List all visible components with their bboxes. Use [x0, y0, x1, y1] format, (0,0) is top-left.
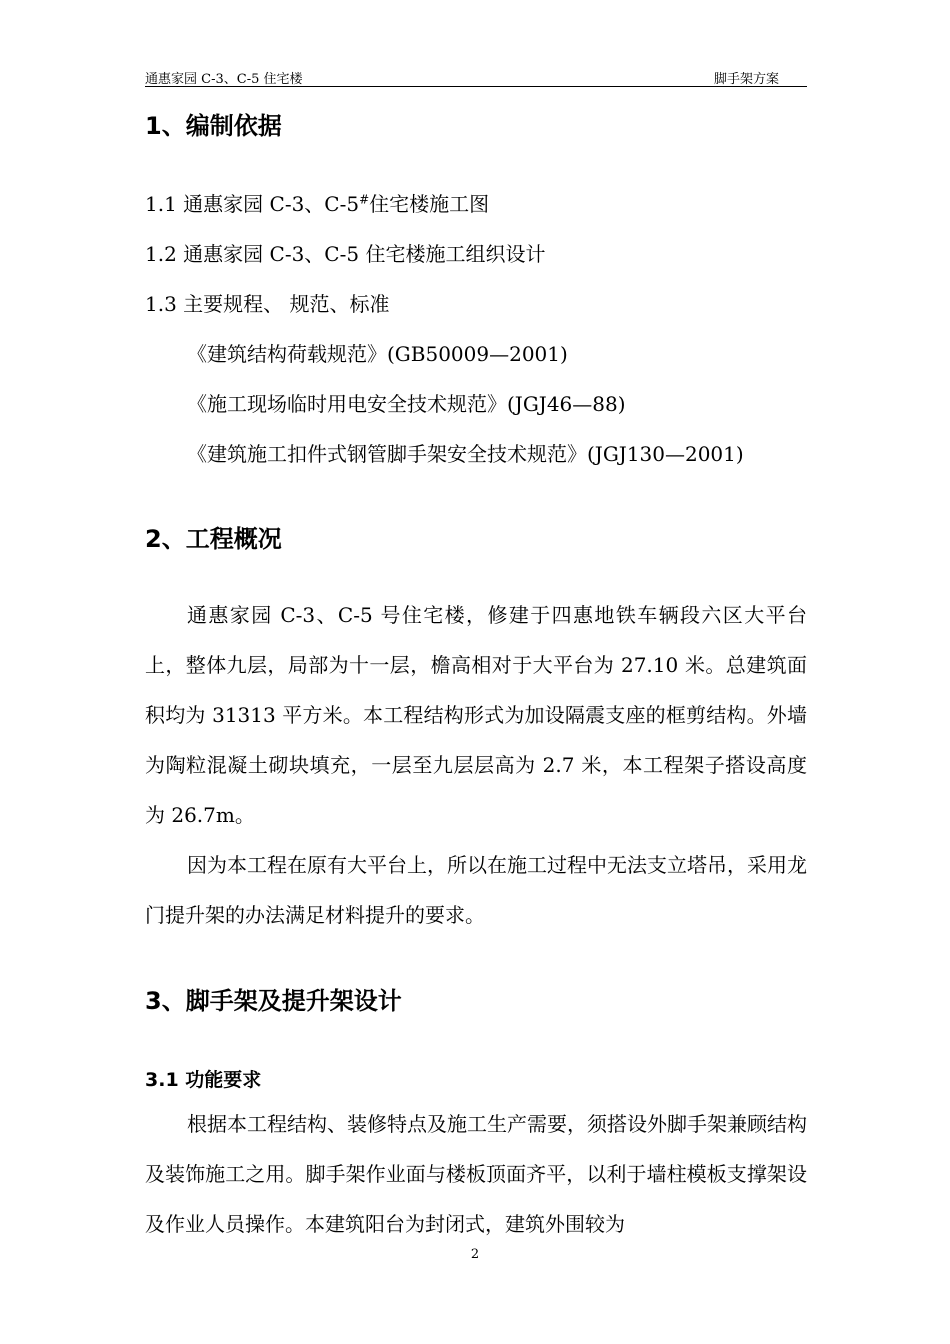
section2-paragraph-1: 通惠家园 C-3、C-5 号住宅楼，修建于四惠地铁车辆段六区大平台上，整体九层，局部为十一层，檐高相对于大平台为 27.10 米。总建筑面积均为 31313 平方米。本工程结构形式为加设隔震支座的框剪结构。外墙为陶粒混凝土砌块填充，一层至九层层高为 2.7 米，本工程架子搭设高度为 26.7m。: [145, 603, 807, 827]
standard-1: 《建筑结构荷载规范》(GB50009—2001): [187, 342, 568, 366]
page-number: 2: [470, 1247, 480, 1262]
section1-item1-sup: #: [359, 192, 370, 207]
section1-title: 1、编制依据: [145, 112, 282, 140]
section1-item1-post: 住宅楼施工图: [369, 192, 490, 216]
section3-paragraph-1: 根据本工程结构、装修特点及施工生产需要，须搭设外脚手架兼顾结构及装饰施工之用。脚手架作业面与楼板顶面齐平，以利于墙柱模板支撑架设及作业人员操作。本建筑阳台为封闭式，建筑外围较为: [145, 1112, 807, 1236]
standard-3: 《建筑施工扣件式钢管脚手架安全技术规范》(JGJ130—2001): [187, 442, 744, 466]
section2-paragraph-2: 因为本工程在原有大平台上，所以在施工过程中无法支立塔吊，采用龙门提升架的办法满足材料提升的要求。: [145, 853, 807, 927]
section1-item1-pre: 1.1 通惠家园 C-3、C-5: [145, 192, 360, 216]
section3-1-title: 3.1 功能要求: [145, 1069, 262, 1091]
page-header: [145, 66, 807, 87]
standard-2: 《施工现场临时用电安全技术规范》(JGJ46—88): [187, 392, 626, 416]
section1-item2: 1.2 通惠家园 C-3、C-5 住宅楼施工组织设计: [145, 242, 546, 266]
header-project-name: 通惠家园 C-3、C-5 住宅楼: [145, 72, 303, 87]
section1-item1: [145, 188, 489, 217]
section1-item3: 1.3 主要规程、 规范、标准: [145, 292, 390, 316]
header-document-title: 脚手架方案: [713, 72, 779, 87]
section3-title: 3、脚手架及提升架设计: [145, 987, 402, 1015]
section2-title: 2、工程概况: [145, 525, 282, 553]
